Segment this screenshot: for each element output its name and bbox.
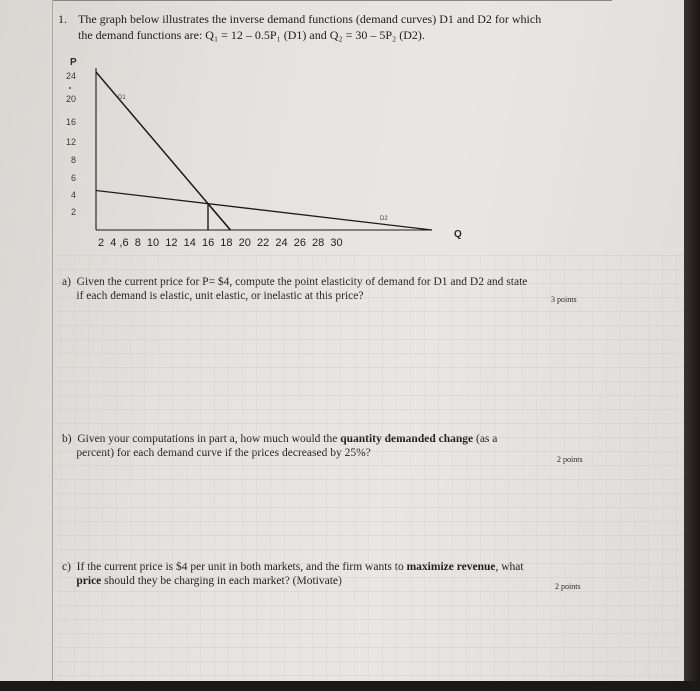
grid-line: [676, 255, 677, 681]
grid-line: [578, 255, 579, 681]
y-axis-label: P: [70, 57, 77, 68]
grid-line: [480, 255, 481, 681]
y-tick: 4: [70, 190, 76, 200]
background-edge-bottom: [0, 681, 700, 691]
grid-line: [102, 255, 103, 681]
grid-line: [382, 255, 383, 681]
grid-line: [648, 255, 649, 681]
part-c-text-2: should they be charging in each market? (Motivate): [101, 575, 342, 587]
y-tick: 20: [65, 94, 76, 104]
grid-line: [88, 255, 89, 681]
part-b-text: b) Given your computations in part a, how much would the: [62, 433, 341, 445]
grid-line: [368, 255, 369, 681]
drop-line: [208, 204, 230, 230]
demand-chart: [0, 0, 684, 260]
grid-line: [354, 255, 355, 681]
part-c-points: 2 points: [555, 582, 581, 591]
grid-line: [466, 255, 467, 681]
part-c-bold: maximize revenue: [406, 561, 496, 573]
grid-line: [228, 255, 229, 681]
grid-line: [242, 255, 243, 681]
grid-line: [494, 255, 495, 681]
axis-mark: [69, 87, 71, 89]
grid-line: [130, 255, 131, 681]
grid-line: [144, 255, 145, 681]
grid-line: [536, 255, 537, 681]
grid-line: [634, 255, 635, 681]
grid-line: [172, 255, 173, 681]
part-b-text-end: (as a: [473, 433, 498, 445]
grid-line: [396, 255, 397, 681]
grid-line: [620, 255, 621, 681]
part-a-points: 3 points: [551, 295, 577, 304]
grid-line: [312, 255, 313, 681]
part-c-text-end: , what: [495, 561, 524, 573]
grid-line: [298, 255, 299, 681]
grid-line: [424, 255, 425, 681]
d2-label: D2: [380, 216, 388, 222]
background-edge-right: [684, 0, 700, 691]
y-tick: 24: [65, 71, 76, 81]
grid-line: [662, 255, 663, 681]
y-tick: 2: [70, 207, 76, 217]
grid-line: [256, 255, 257, 681]
question-number: 1.: [58, 12, 67, 26]
part-b-points: 2 points: [557, 455, 583, 464]
grid-line: [158, 255, 159, 681]
part-b-line-1: [62, 432, 497, 446]
x-axis-ticks: 2 4 ,6 8 10 12 14 16 18 20 22 24 26 28 30: [98, 237, 343, 249]
y-tick: 6: [70, 173, 76, 183]
d2-demand-line: [96, 191, 432, 231]
question-line-2: the demand functions are: Q₁ = 12 – 0.5P₁ (D1) and Q₂ = 30 – 5P₂ (D2).: [78, 28, 425, 42]
grid-line: [508, 255, 509, 681]
grid-line: [74, 255, 75, 681]
part-a-line-2: if each demand is elastic, unit elastic, or inelastic at this price?: [62, 290, 364, 302]
part-a-line-1: a) Given the current price for P= $4, compute the point elasticity of demand for D1 and D2 and state: [62, 276, 528, 288]
grid-line: [606, 255, 607, 681]
grid-line: [200, 255, 201, 681]
grid-line: [270, 255, 271, 681]
grid-line: [326, 255, 327, 681]
grid-line: [214, 255, 215, 681]
part-b-line-2: percent) for each demand curve if the prices decreased by 25%?: [62, 447, 371, 459]
d1-label: D1: [118, 95, 126, 101]
part-b-bold: quantity demanded change: [340, 433, 474, 445]
y-tick: 12: [65, 137, 76, 147]
question-line-1: The graph below illustrates the inverse demand functions (demand curves) D1 and D2 for which: [78, 12, 542, 26]
x-axis-label: Q: [454, 229, 462, 240]
y-tick: 16: [65, 117, 76, 127]
grid-line: [116, 255, 117, 681]
grid-line: [564, 255, 565, 681]
grid-line: [522, 255, 523, 681]
part-c-text: c) If the current price is $4 per unit in both markets, and the firm wants to: [62, 561, 407, 573]
part-c-bold-price: price: [76, 575, 102, 587]
grid-line: [550, 255, 551, 681]
grid-line: [284, 255, 285, 681]
grid-line: [60, 255, 61, 681]
grid-line: [438, 255, 439, 681]
y-tick: 8: [70, 155, 76, 165]
grid-line: [186, 255, 187, 681]
grid-line: [410, 255, 411, 681]
grid-line: [592, 255, 593, 681]
grid-line: [452, 255, 453, 681]
grid-line: [340, 255, 341, 681]
